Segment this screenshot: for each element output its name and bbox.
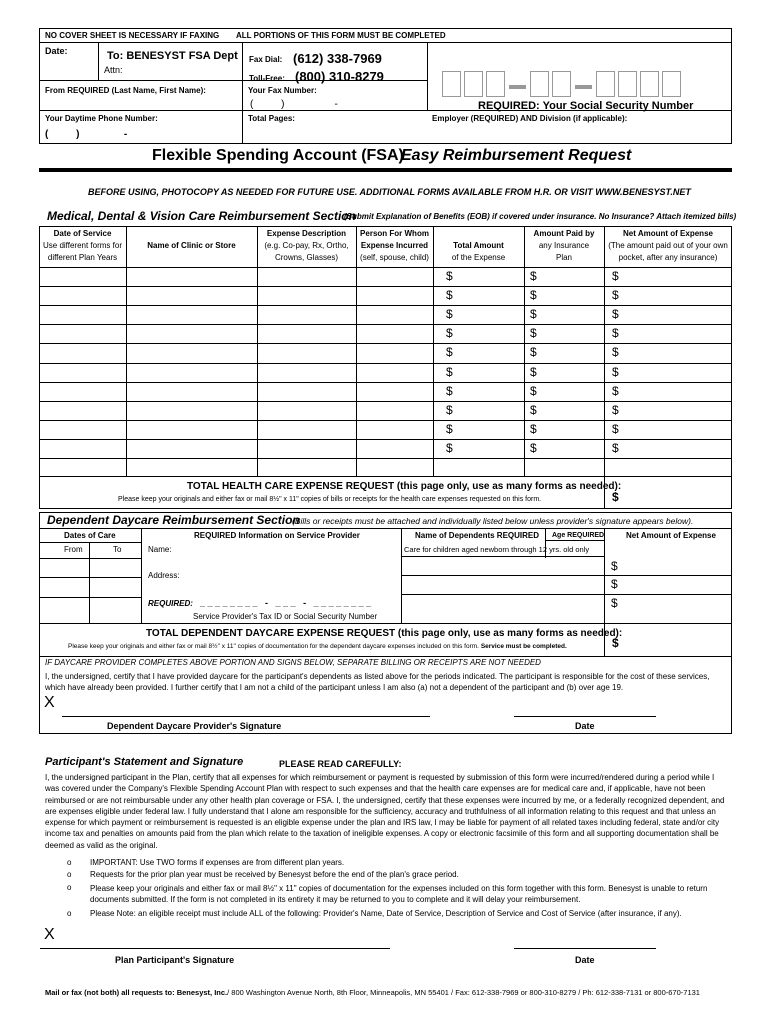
no-cover-note: NO COVER SHEET IS NECESSARY IF FAXING bbox=[45, 31, 220, 40]
fax-dial-number: (612) 338-7969 bbox=[293, 51, 382, 66]
age-label: Age REQUIRED bbox=[552, 532, 605, 539]
amount-dollar-sign: $ bbox=[446, 326, 453, 340]
form-title: Flexible Spending Account (FSA) bbox=[152, 147, 404, 164]
amount-dollar-sign: $ bbox=[446, 422, 453, 436]
bullet-item: IMPORTANT: Use TWO forms if expenses are from different plan years. bbox=[90, 858, 345, 867]
bullet-marker: o bbox=[67, 883, 72, 892]
your-fax-format[interactable]: ( ) - bbox=[250, 99, 338, 110]
amount-dollar-sign: $ bbox=[446, 345, 453, 359]
medical-total-note: Please keep your originals and either fax or mail 8½" x 11" copies of bills or receipts for the health care expenses requested on this form. bbox=[118, 496, 542, 503]
tax-id-caption: Service Provider's Tax ID or Social Security Number bbox=[193, 612, 378, 621]
daycare-total-dollar[interactable]: $ bbox=[612, 636, 619, 650]
participant-statement: I, the undersigned participant in the Plan, certify that all expenses for which reimbursement or payment is requested by submission of this form were incurred/rendered during a period while I was covered under the Company's Flexible Spending Account Plan with respect to such expenses and that the health care expenses are for medical care and, if applicable, have not been reimbursed or are not reimbursable under any other health plan coverage or FSA. I, the undersigned, certify that these expenses were incurred by me, or a federally recognized dependent, and are expenses eligible under federal law. I fully understand that I alone am responsible for the sufficiency, accuracy and truthfulness of all information relating to this request and that unless an expense for which payment or reimbursement is requested is an eligible expense under the plan and IRS law, I may be liable for payment of all related taxes including federal, state and/or city income tax and penalties on amounts paid from the plan which relate to the taxation of ineligible expenses. A copy or electronic facsimile of this form and all supporting documentation shall be deemed as valid as the original. bbox=[45, 773, 725, 850]
amount-dollar-sign: $ bbox=[530, 307, 537, 321]
amount-dollar-sign: $ bbox=[530, 403, 537, 417]
amount-dollar-sign: $ bbox=[530, 269, 537, 283]
amount-dollar-sign: $ bbox=[612, 288, 619, 302]
form-subtitle: Easy Reimbursement Request bbox=[401, 147, 632, 164]
read-carefully: PLEASE READ CAREFULLY: bbox=[279, 759, 402, 769]
amount-dollar-sign: $ bbox=[446, 288, 453, 302]
to-label: To: BENESYST FSA Dept bbox=[107, 50, 238, 62]
provider-certify: I, the undersigned, certify that I have provided daycare for the participant's dependents as listed above for the periods indicated. The participant is responsible for the cost of these services, which have already been provided. I further certify that I am not a child of the participant unless I am also (a) not a dependent of the participant and (b) over age 19. bbox=[45, 672, 710, 692]
participant-date-line[interactable] bbox=[514, 948, 656, 949]
phone-label: Your Daytime Phone Number: bbox=[45, 114, 158, 123]
daycare-dollar[interactable]: $ bbox=[611, 577, 618, 591]
daycare-heading-note: (Bills or receipts must be attached and individually listed below unless provider's signature appears below). bbox=[292, 516, 694, 526]
provider-signature-line[interactable] bbox=[62, 716, 430, 717]
provider-signature-label: Dependent Daycare Provider's Signature bbox=[107, 721, 282, 731]
amount-dollar-sign: $ bbox=[530, 384, 537, 398]
amount-dollar-sign: $ bbox=[612, 384, 619, 398]
amount-dollar-sign: $ bbox=[446, 384, 453, 398]
to-label: To bbox=[113, 545, 122, 554]
name-label: Name: bbox=[148, 545, 172, 554]
bullet-marker: o bbox=[67, 870, 72, 879]
daycare-total-note: Please keep your originals and either fax or mail 8½" x 11" copies of documentation for the dependent daycare expenses included on this form. Service must be completed. bbox=[68, 643, 567, 650]
tax-id-input[interactable]: _ _ _ _ _ _ _ _ - _ _ _ - _ _ _ _ _ _ _ _ bbox=[200, 598, 372, 608]
toll-free-number: (800) 310-8279 bbox=[295, 69, 384, 84]
bullet-item: Please Note: an eligible receipt must include ALL of the following: Provider's Name, Date of Service, Description of Service and Cost of Service (after insurance, if any). bbox=[90, 909, 682, 918]
amount-dollar-sign: $ bbox=[530, 288, 537, 302]
amount-dollar-sign: $ bbox=[446, 307, 453, 321]
employer-label: Employer (REQUIRED) AND Division (if applicable): bbox=[432, 114, 628, 123]
col-expense-description: Expense Description (e.g. Co-pay, Rx, Ortho, Crowns, Glasses) bbox=[264, 229, 349, 262]
amount-dollar-sign: $ bbox=[612, 365, 619, 379]
participant-signature-line[interactable] bbox=[40, 948, 390, 949]
provider-date-label: Date bbox=[575, 721, 595, 731]
col-insurance-paid: Amount Paid by any Insurance Plan bbox=[533, 229, 595, 262]
footer-mail-info: Mail or fax (not both) all requests to: Benesyst, Inc./ 800 Washington Avenue North, 8th Floor, Minneapolis, MN 55401 / Fax: 612-338-7969 or 800-310-8279 / Ph: 612-338-7131 or 800-670-7131 bbox=[45, 988, 700, 997]
net-amount-label: Net Amount of Expense bbox=[626, 531, 716, 540]
amount-dollar-sign: $ bbox=[612, 345, 619, 359]
amount-dollar-sign: $ bbox=[530, 345, 537, 359]
ssn-label: REQUIRED: Your Social Security Number bbox=[478, 100, 694, 112]
amount-dollar-sign: $ bbox=[612, 307, 619, 321]
address-label: Address: bbox=[148, 571, 180, 580]
amount-dollar-sign: $ bbox=[446, 441, 453, 455]
medical-total-dollar[interactable]: $ bbox=[612, 490, 619, 504]
amount-dollar-sign: $ bbox=[446, 365, 453, 379]
dependents-label: Name of Dependents REQUIRED bbox=[415, 531, 540, 540]
amount-dollar-sign: $ bbox=[612, 441, 619, 455]
bullet-item: Requests for the prior plan year must be received by Benesyst before the end of the plan's grace period. bbox=[90, 870, 459, 879]
medical-heading: Medical, Dental & Vision Care Reimbursement Section bbox=[47, 209, 356, 223]
amount-dollar-sign: $ bbox=[446, 269, 453, 283]
date-label: Date: bbox=[45, 46, 68, 56]
col-total-amount: Total Amount of the Expense bbox=[451, 241, 506, 262]
daycare-heading: Dependent Daycare Reimbursement Section bbox=[47, 513, 300, 527]
col-date-of-service: Date of Service Use different forms for different Plan Years bbox=[43, 229, 122, 262]
provider-date-line[interactable] bbox=[514, 716, 656, 717]
phone-format[interactable]: ( ) - bbox=[45, 129, 128, 140]
from-label: From bbox=[64, 545, 83, 554]
amount-dollar-sign: $ bbox=[612, 422, 619, 436]
required-label: REQUIRED: bbox=[148, 599, 193, 608]
amount-dollar-sign: $ bbox=[612, 326, 619, 340]
provider-note: IF DAYCARE PROVIDER COMPLETES ABOVE PORTION AND SIGNS BELOW, SEPARATE BILLING OR RECEIPTS ARE NOT NEEDED bbox=[45, 658, 541, 667]
attn-label: Attn: bbox=[104, 65, 123, 75]
amount-dollar-sign: $ bbox=[612, 403, 619, 417]
care-note: Care for children aged newborn through 12 yrs. old only bbox=[404, 545, 590, 554]
bullet-marker: o bbox=[67, 858, 72, 867]
medical-total-label: TOTAL HEALTH CARE EXPENSE REQUEST (this page only, use as many forms as needed): bbox=[187, 481, 622, 492]
bullet-item: Please keep your originals and either fax or mail 8½" x 11" copies of documentation for the expenses included on this form together with this form. Benesyst is unable to return documents submitted. If the form is not completed in its entirety it may be returned to you to complete and it will delay your reimbursement. bbox=[90, 884, 708, 904]
col-clinic-name: Name of Clinic or Store bbox=[147, 241, 236, 250]
fax-dial-label: Fax Dial: bbox=[249, 55, 283, 64]
participant-date-label: Date bbox=[575, 955, 595, 965]
daycare-dollar[interactable]: $ bbox=[611, 559, 618, 573]
bullet-marker: o bbox=[67, 909, 72, 918]
required-info-label: REQUIRED Information on Service Provider bbox=[194, 531, 360, 540]
participant-sign-x: X bbox=[44, 926, 55, 943]
col-net-amount: Net Amount of Expense (The amount paid out of your own pocket, after any insurance) bbox=[608, 229, 728, 262]
medical-table bbox=[39, 226, 732, 509]
amount-dollar-sign: $ bbox=[530, 326, 537, 340]
col-person: Person For Whom Expense Incurred (self, spouse, child) bbox=[360, 229, 429, 262]
amount-dollar-sign: $ bbox=[612, 269, 619, 283]
amount-dollar-sign: $ bbox=[446, 403, 453, 417]
photocopy-notice: BEFORE USING, PHOTOCOPY AS NEEDED FOR FUTURE USE. ADDITIONAL FORMS AVAILABLE FROM H.R. OR VISIT WWW.BENESYST.NET bbox=[88, 187, 691, 197]
participant-heading: Participant's Statement and Signature bbox=[45, 756, 244, 768]
provider-sign-x: X bbox=[44, 694, 55, 711]
daycare-dollar[interactable]: $ bbox=[611, 596, 618, 610]
your-fax-label: Your Fax Number: bbox=[248, 86, 317, 95]
from-label: From REQUIRED (Last Name, First Name): bbox=[45, 86, 206, 95]
amount-dollar-sign: $ bbox=[530, 365, 537, 379]
amount-dollar-sign: $ bbox=[530, 422, 537, 436]
toll-free-label: Toll-Free: bbox=[249, 74, 285, 83]
dates-of-care-label: Dates of Care bbox=[64, 531, 116, 540]
daycare-total-label: TOTAL DEPENDENT DAYCARE EXPENSE REQUEST (this page only, use as many forms as needed): bbox=[146, 628, 623, 639]
medical-heading-note: (Submit Explanation of Benefits (EOB) if covered under insurance. No Insurance? Attach itemized bills) bbox=[344, 212, 737, 221]
amount-dollar-sign: $ bbox=[530, 441, 537, 455]
total-pages-label: Total Pages: bbox=[248, 114, 295, 123]
participant-signature-label: Plan Participant's Signature bbox=[115, 955, 235, 965]
all-portions-note: ALL PORTIONS OF THIS FORM MUST BE COMPLETED bbox=[236, 31, 446, 40]
